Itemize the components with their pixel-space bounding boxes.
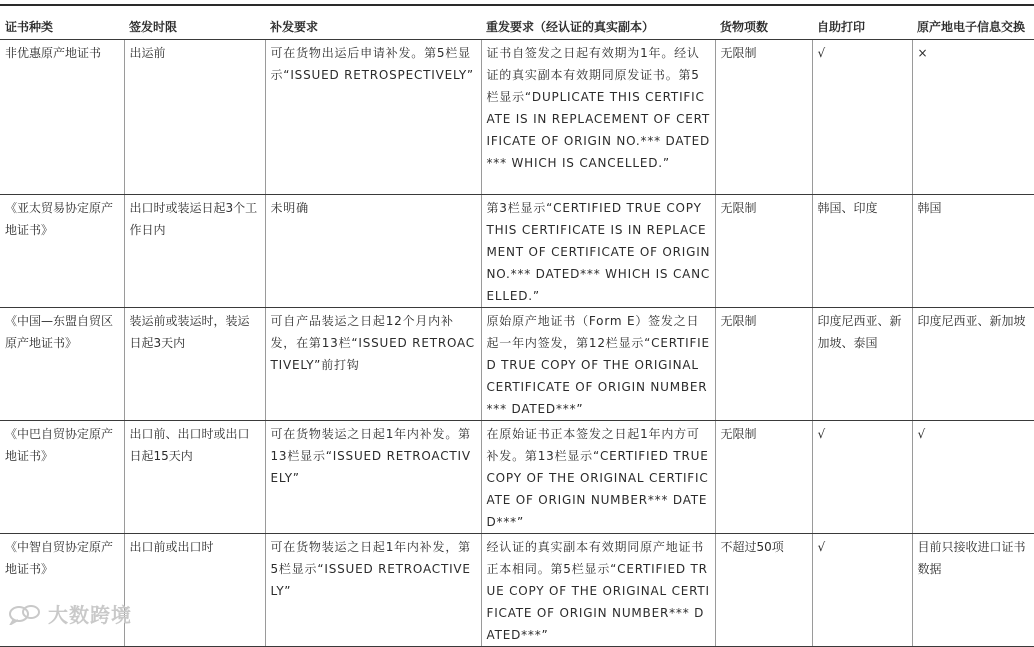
cell-deadline: 出运前 bbox=[124, 40, 265, 195]
top-rule bbox=[0, 4, 1034, 6]
watermark-text: 大数跨境 bbox=[48, 603, 132, 627]
chat-bubbles-logo-icon bbox=[8, 603, 42, 625]
cell-cert-type: 《中国—东盟自贸区原产地证书》 bbox=[0, 308, 124, 421]
table-row bbox=[0, 534, 1034, 647]
cell-duplicate: 原始原产地证书（Form E）签发之日起一年内签发，第12栏显示“CERTIFIED TRUE COPY OF THE ORIGINAL CERTIFICATE OF ORIGIN NUMBER*** DATED***” bbox=[481, 308, 715, 421]
table-row bbox=[0, 308, 1034, 421]
header-exchange: 原产地电子信息交换 bbox=[912, 17, 1034, 40]
cell-exchange: × bbox=[912, 40, 1034, 195]
cell-reissue: 可在货物装运之日起1年内补发，第5栏显示“ISSUED RETROACTIVELY” bbox=[265, 534, 481, 647]
cell-exchange: 印度尼西亚、新加坡 bbox=[912, 308, 1034, 421]
cell-self-print: √ bbox=[812, 534, 912, 647]
cell-exchange: 目前只接收进口证书数据 bbox=[912, 534, 1034, 647]
header-items: 货物项数 bbox=[715, 17, 812, 40]
cell-reissue: 可在货物出运后申请补发。第5栏显示“ISSUED RETROSPECTIVELY” bbox=[265, 40, 481, 195]
cell-cert-type: 《亚太贸易协定原产地证书》 bbox=[0, 195, 124, 308]
cell-self-print: √ bbox=[812, 421, 912, 534]
cell-reissue: 未明确 bbox=[265, 195, 481, 308]
cell-exchange: √ bbox=[912, 421, 1034, 534]
cell-duplicate: 经认证的真实副本有效期同原产地证书正本相同。第5栏显示“CERTIFIED TRUE COPY OF THE ORIGINAL CERTIFICATE OF ORIGIN NUMBER*** DATED***” bbox=[481, 534, 715, 647]
watermark bbox=[8, 599, 132, 628]
cell-deadline: 出口前、出口时或出口日起15天内 bbox=[124, 421, 265, 534]
header-reissue: 补发要求 bbox=[265, 17, 481, 40]
header-duplicate: 重发要求（经认证的真实副本） bbox=[481, 17, 715, 40]
cell-reissue: 可自产品装运之日起12个月内补发，在第13栏“ISSUED RETROACTIVELY”前打钩 bbox=[265, 308, 481, 421]
cell-exchange: 韩国 bbox=[912, 195, 1034, 308]
cell-duplicate: 第3栏显示“CERTIFIED TRUE COPY THIS CERTIFICATE IS IN REPLACEMENT OF CERTIFICATE OF ORIGIN NO.*** DATED*** WHICH IS CANCELLED.” bbox=[481, 195, 715, 308]
cell-cert-type: 非优惠原产地证书 bbox=[0, 40, 124, 195]
cell-cert-type: 《中智自贸协定原产地证书》 bbox=[0, 534, 124, 647]
header-self-print: 自助打印 bbox=[812, 17, 912, 40]
cell-self-print: √ bbox=[812, 40, 912, 195]
table-row bbox=[0, 195, 1034, 308]
cell-items: 无限制 bbox=[715, 308, 812, 421]
cell-self-print: 韩国、印度 bbox=[812, 195, 912, 308]
header-deadline: 签发时限 bbox=[124, 17, 265, 40]
header-cert-type: 证书种类 bbox=[0, 17, 124, 40]
cell-reissue: 可在货物装运之日起1年内补发。第13栏显示“ISSUED RETROACTIVELY” bbox=[265, 421, 481, 534]
cell-self-print: 印度尼西亚、新加坡、泰国 bbox=[812, 308, 912, 421]
cell-duplicate: 证书自签发之日起有效期为1年。经认证的真实副本有效期同原发证书。第5栏显示“DUPLICATE THIS CERTIFICATE IS IN REPLACEMENT OF CERTIFICATE OF ORIGIN NO.*** DATED*** WHICH IS CANCELLED.” bbox=[481, 40, 715, 195]
table-row bbox=[0, 40, 1034, 195]
table-header-row bbox=[0, 17, 1034, 40]
cell-duplicate: 在原始证书正本签发之日起1年内方可补发。第13栏显示“CERTIFIED TRUE COPY OF THE ORIGINAL CERTIFICATE OF ORIGIN NUMBER*** DATED***” bbox=[481, 421, 715, 534]
cell-items: 无限制 bbox=[715, 195, 812, 308]
cell-cert-type: 《中巴自贸协定原产地证书》 bbox=[0, 421, 124, 534]
cell-items: 无限制 bbox=[715, 421, 812, 534]
cell-items: 无限制 bbox=[715, 40, 812, 195]
cell-items: 不超过50项 bbox=[715, 534, 812, 647]
cell-deadline: 装运前或装运时，装运日起3天内 bbox=[124, 308, 265, 421]
cell-deadline: 出口时或装运日起3个工作日内 bbox=[124, 195, 265, 308]
table-row bbox=[0, 421, 1034, 534]
certificate-comparison-table bbox=[0, 17, 1034, 647]
cell-deadline: 出口前或出口时 bbox=[124, 534, 265, 647]
